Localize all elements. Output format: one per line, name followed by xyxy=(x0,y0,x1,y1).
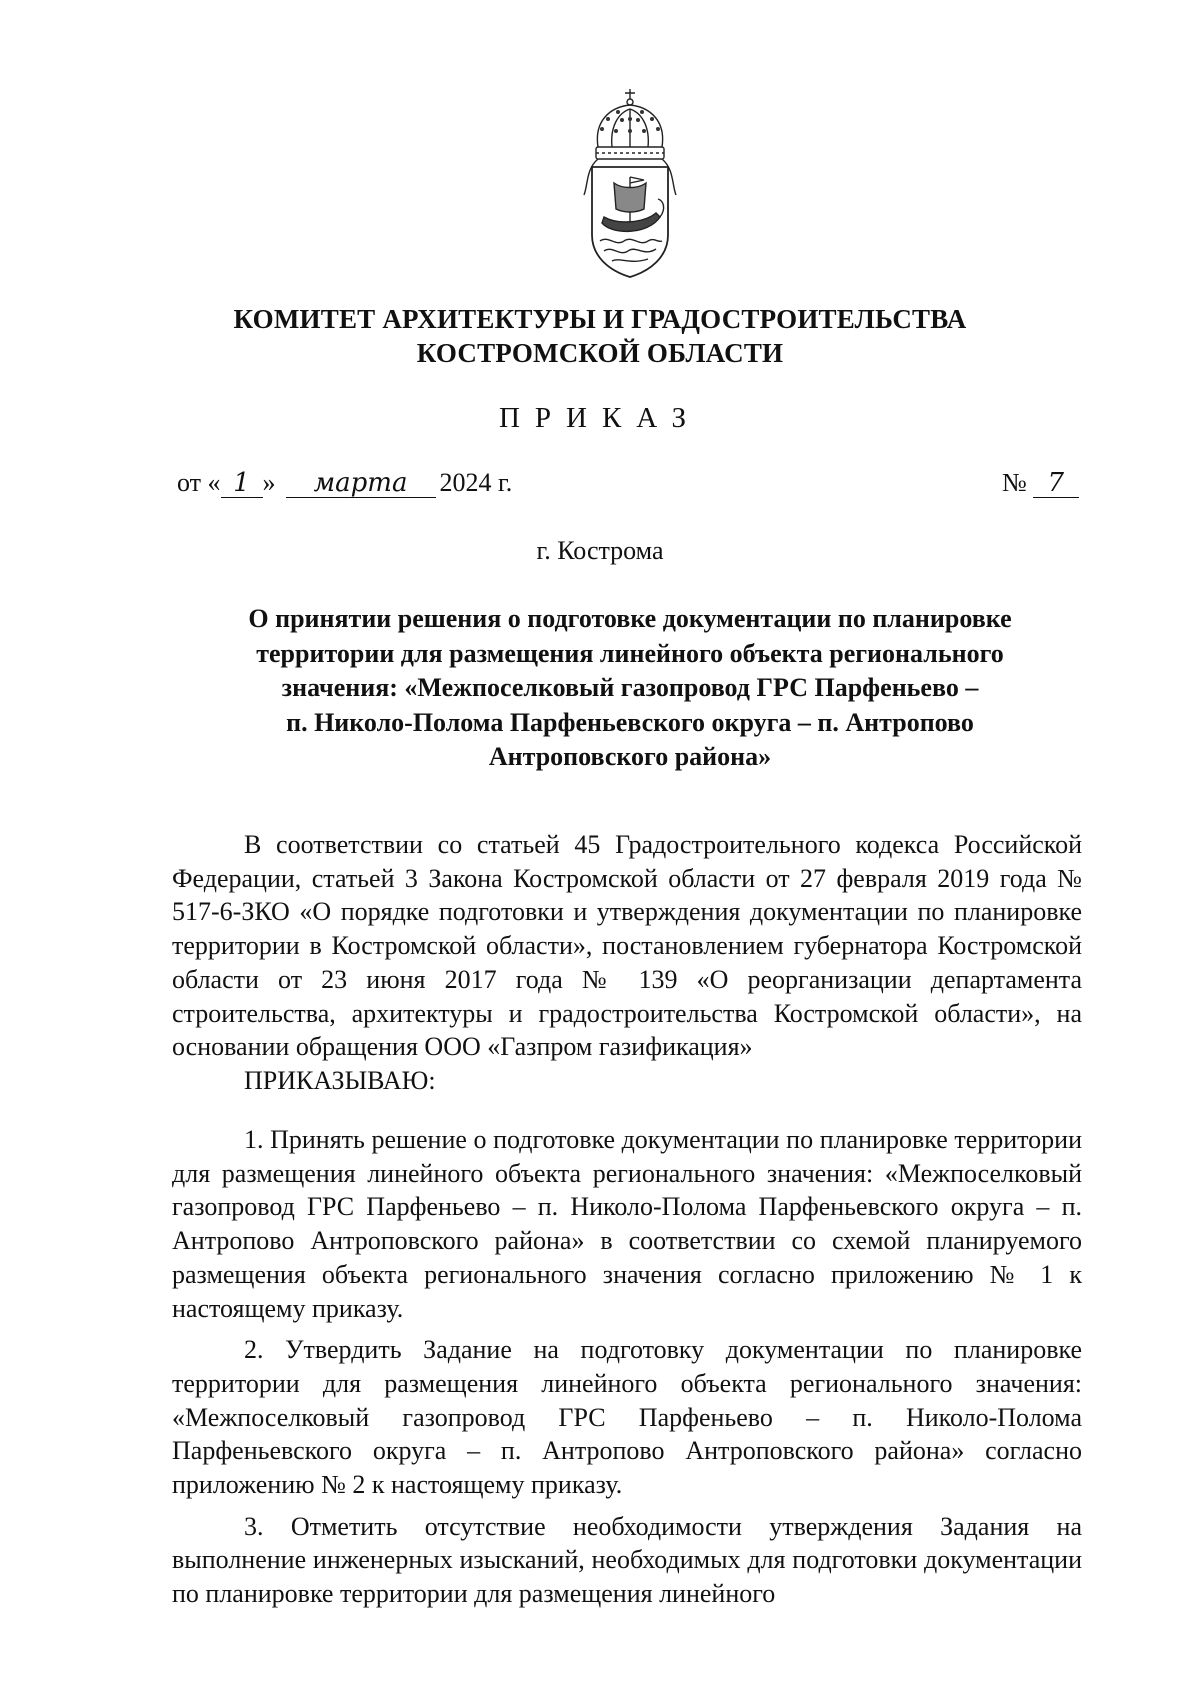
order-item-2: 2. Утвердить Задание на подготовку документации по планировке территории для размещения линейного объекта регионального значения: «Межпоселковый газопровод ГРС Парфеньево – п. Николо-Полома Парфеньевского округа – п. Антропово Антроповского района» согласно приложению № 2 к настоящему приказу. xyxy=(172,1335,1082,1500)
preamble-paragraph: В соответствии со статьей 45 Градостроительного кодекса Российской Федерации, статьей 3 Закона Костромской области от 27 февраля 2019 года № 517-6-ЗКО «О порядке подготовки и утверждения документации по планировке территории в Костромской области», постановлением губернатора Костромской области от 23 июня 2017 года № 139 «О реорганизации департамента строительства, архитектуры и градостроительства Костромской области», на основании обращения ООО «Газпром газификация» xyxy=(172,830,1082,1062)
order-item-1: 1. Принять решение о подготовке документации по планировке территории для размещения линейного объекта регионального значения: «Межпоселковый газопровод ГРС Парфеньево – п. Николо-Полома Парфеньевского округа – п. Антропово Антроповского района» в соответствии со схемой планируемого размещения объекта регионального значения согласно приложению № 1 к настоящему приказу. xyxy=(172,1125,1082,1323)
order-body-preamble xyxy=(172,828,1082,1098)
order-word: ПРИКАЗЫВАЮ: xyxy=(244,1065,436,1095)
subject-line: О принятии решения о подготовке документации по планировке xyxy=(248,604,1012,633)
order-item-3: 3. Отметить отсутствие необходимости утверждения Задания на выполнение инженерных изысканий, необходимых для подготовки документации по планировке территории для размещения линейного xyxy=(172,1511,1082,1609)
organization-name-line-2: КОСТРОМСКОЙ ОБЛАСТИ xyxy=(416,338,784,368)
document-type-title: ПРИКАЗ xyxy=(498,402,702,434)
date-day-handwritten: 1 xyxy=(221,470,263,498)
date-quote-close: » xyxy=(262,468,276,497)
date-year: 2024 г. xyxy=(439,468,513,497)
coat-of-arms-icon xyxy=(578,85,682,281)
subject-line: Антроповского района» xyxy=(488,742,772,771)
order-body-items xyxy=(172,1123,1082,1611)
subject-line: территории для размещения линейного объекта регионального xyxy=(256,638,1004,668)
date-line xyxy=(177,468,512,498)
subject-line: п. Николо-Полома Парфеньевского округа – п. Антропово xyxy=(286,707,974,737)
coat-of-arms-emblem xyxy=(578,85,682,281)
subject-line: значения: «Межпоселковый газопровод ГРС Парфеньево – xyxy=(281,673,979,702)
city-name: г. Кострома xyxy=(536,536,664,565)
date-prefix: от « xyxy=(177,468,221,497)
order-subject xyxy=(190,602,1070,775)
order-number-handwritten: 7 xyxy=(1033,470,1079,498)
order-number-line xyxy=(1002,468,1079,498)
date-month-handwritten: марта xyxy=(286,470,436,498)
number-label: № xyxy=(1002,468,1027,497)
organization-name-line-1: КОМИТЕТ АРХИТЕКТУРЫ И ГРАДОСТРОИТЕЛЬСТВА xyxy=(233,304,967,334)
